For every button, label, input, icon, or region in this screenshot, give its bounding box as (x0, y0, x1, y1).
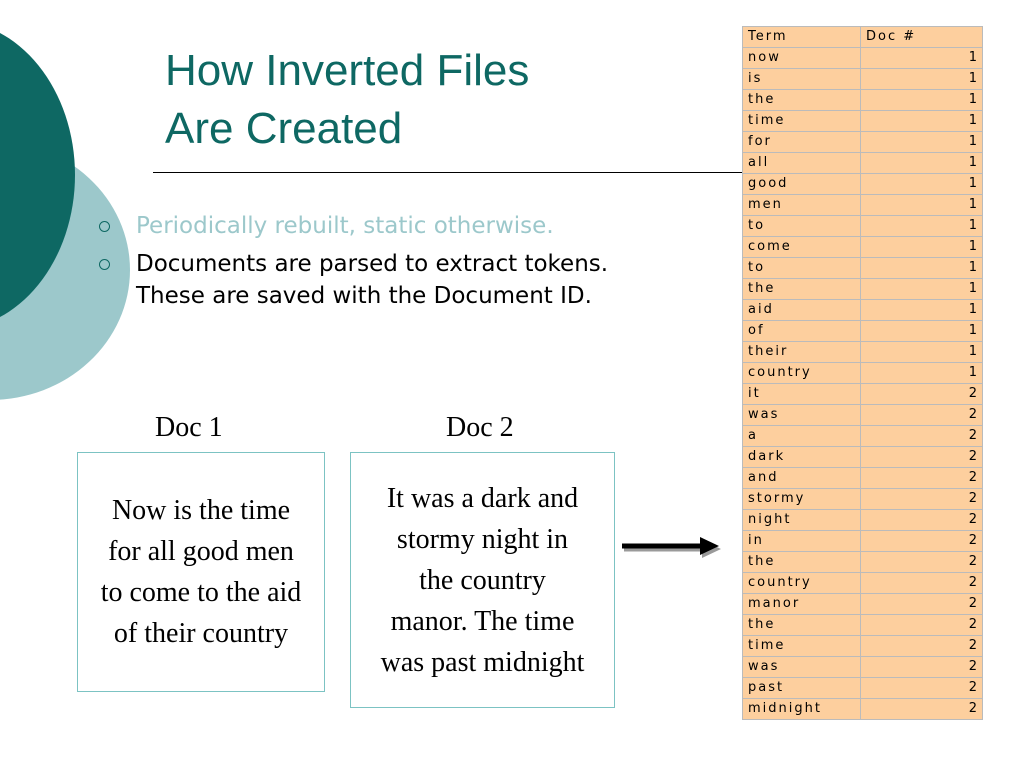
term-cell: the (743, 90, 861, 111)
doc1-line: for all good men (108, 536, 294, 567)
table-row (743, 384, 983, 405)
table-row (743, 258, 983, 279)
term-header: Term (743, 27, 861, 48)
right-arrow-icon (622, 532, 722, 562)
term-cell: of (743, 321, 861, 342)
bullet-item (96, 210, 676, 242)
table-row (743, 300, 983, 321)
doc1-line: to come to the aid (100, 577, 302, 608)
term-cell: stormy (743, 489, 861, 510)
term-cell: for (743, 132, 861, 153)
doc-number-cell: 2 (861, 468, 983, 489)
slide-title (165, 42, 529, 158)
doc-number-cell: 1 (861, 279, 983, 300)
doc1-line: Now is the time (111, 495, 291, 526)
doc-number-cell: 2 (861, 594, 983, 615)
bullet-text: Periodically rebuilt, static otherwise. (136, 213, 554, 239)
table-header-row (743, 27, 983, 48)
doc-number-header: Doc # (861, 27, 983, 48)
doc2-line: It was a dark and (386, 482, 579, 514)
table-row (743, 594, 983, 615)
doc-number-cell: 2 (861, 489, 983, 510)
doc2-text (379, 478, 587, 683)
doc2-line: manor. The time (390, 605, 575, 637)
table-row (743, 531, 983, 552)
table-row (743, 48, 983, 69)
doc1-line: of their country (113, 618, 289, 649)
term-cell: the (743, 279, 861, 300)
table-row (743, 447, 983, 468)
doc-number-cell: 1 (861, 342, 983, 363)
term-cell: a (743, 426, 861, 447)
doc-number-cell: 1 (861, 111, 983, 132)
table-row (743, 699, 983, 720)
table-row (743, 636, 983, 657)
doc-number-cell: 2 (861, 405, 983, 426)
doc-number-cell: 2 (861, 573, 983, 594)
doc1-label: Doc 1 (155, 412, 223, 443)
table-row (743, 468, 983, 489)
doc-number-cell: 1 (861, 237, 983, 258)
table-row (743, 363, 983, 384)
doc2-line: was past midnight (380, 646, 585, 678)
term-cell: their (743, 342, 861, 363)
table-row (743, 405, 983, 426)
term-cell: the (743, 615, 861, 636)
bullet-text: Documents are parsed to extract tokens. These are saved with the Document ID. (136, 251, 609, 309)
term-cell: dark (743, 447, 861, 468)
doc2-line: the country (419, 564, 546, 596)
term-cell: past (743, 678, 861, 699)
table-row (743, 657, 983, 678)
term-cell: to (743, 216, 861, 237)
table-row (743, 153, 983, 174)
term-cell: aid (743, 300, 861, 321)
table-row (743, 111, 983, 132)
doc1-box (77, 452, 325, 692)
term-cell: now (743, 48, 861, 69)
doc-number-cell: 1 (861, 174, 983, 195)
title-line-1: How Inverted Files (165, 46, 530, 95)
doc-number-cell: 1 (861, 216, 983, 237)
table-row (743, 426, 983, 447)
bullet-circle-icon (99, 259, 110, 270)
doc-number-cell: 1 (861, 195, 983, 216)
term-cell: all (743, 153, 861, 174)
doc-number-cell: 2 (861, 384, 983, 405)
term-cell: come (743, 237, 861, 258)
term-cell: men (743, 195, 861, 216)
table-row (743, 342, 983, 363)
doc-number-cell: 1 (861, 69, 983, 90)
doc-number-cell: 2 (861, 552, 983, 573)
table-row (743, 573, 983, 594)
term-cell: to (743, 258, 861, 279)
term-cell: time (743, 111, 861, 132)
doc2-box (350, 452, 615, 708)
term-cell: country (743, 363, 861, 384)
term-cell: night (743, 510, 861, 531)
doc-number-cell: 1 (861, 48, 983, 69)
doc-number-cell: 2 (861, 510, 983, 531)
doc-number-cell: 1 (861, 258, 983, 279)
doc-number-cell: 2 (861, 447, 983, 468)
title-line-2: Are Created (165, 104, 403, 153)
table-row (743, 174, 983, 195)
bullet-list (96, 210, 676, 318)
term-cell: was (743, 657, 861, 678)
table-row (743, 216, 983, 237)
table-row (743, 195, 983, 216)
term-cell: midnight (743, 699, 861, 720)
doc-number-cell: 2 (861, 678, 983, 699)
term-cell: country (743, 573, 861, 594)
title-divider (153, 172, 743, 173)
doc2-label: Doc 2 (446, 412, 514, 443)
term-cell: the (743, 552, 861, 573)
term-cell: time (743, 636, 861, 657)
table-row (743, 279, 983, 300)
doc-number-cell: 2 (861, 657, 983, 678)
bullet-circle-icon (99, 221, 110, 232)
bullet-item (96, 248, 676, 312)
term-cell: it (743, 384, 861, 405)
doc-number-cell: 2 (861, 426, 983, 447)
term-cell: was (743, 405, 861, 426)
doc-number-cell: 1 (861, 90, 983, 111)
doc-number-cell: 1 (861, 363, 983, 384)
table-row (743, 90, 983, 111)
table-row (743, 237, 983, 258)
table-row (743, 510, 983, 531)
table-row (743, 321, 983, 342)
table-row (743, 489, 983, 510)
term-cell: in (743, 531, 861, 552)
doc-number-cell: 1 (861, 300, 983, 321)
doc-number-cell: 2 (861, 636, 983, 657)
doc-number-cell: 2 (861, 699, 983, 720)
doc1-text (99, 490, 304, 654)
table-row (743, 615, 983, 636)
doc-number-cell: 2 (861, 531, 983, 552)
inverted-file-table (742, 26, 983, 720)
doc-number-cell: 2 (861, 615, 983, 636)
table-row (743, 678, 983, 699)
term-cell: is (743, 69, 861, 90)
term-cell: good (743, 174, 861, 195)
doc-number-cell: 1 (861, 321, 983, 342)
term-cell: and (743, 468, 861, 489)
table-row (743, 552, 983, 573)
doc-number-cell: 1 (861, 153, 983, 174)
doc-number-cell: 1 (861, 132, 983, 153)
table-row (743, 69, 983, 90)
table-row (743, 132, 983, 153)
doc2-line: stormy night in (396, 523, 569, 555)
term-cell: manor (743, 594, 861, 615)
